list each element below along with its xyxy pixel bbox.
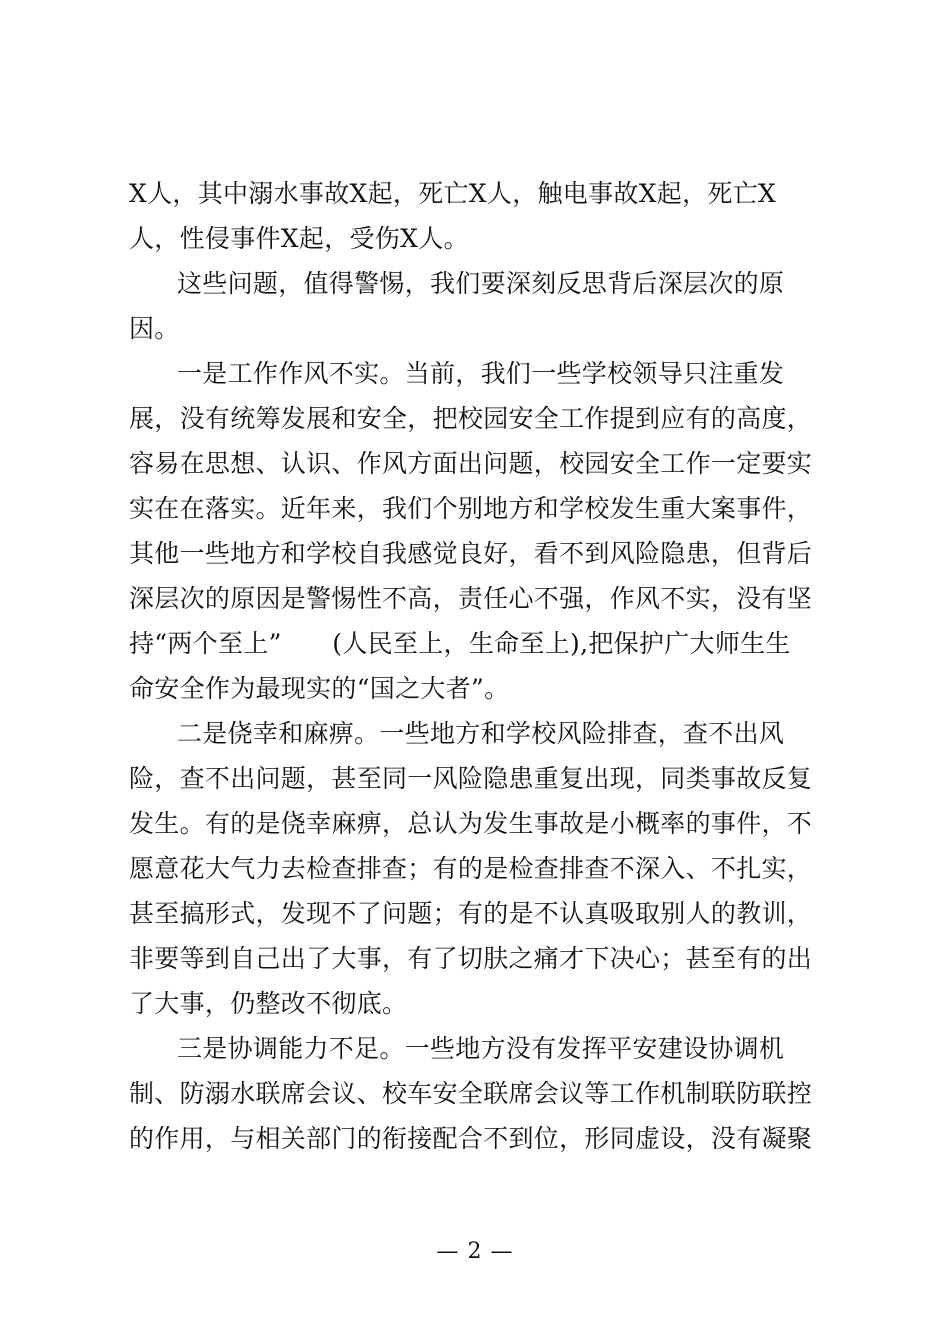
- text-line-17: 甚至搞形式，发现不了问题；有的是不认真吸取别人的教训，: [129, 899, 813, 928]
- text-line-4: 因。: [129, 314, 180, 343]
- paragraph-start-line: 一是工作作风不实。当前，我们一些学校领导只注重发: [177, 359, 785, 388]
- text-line-6: 展，没有统筹发展和安全，把校园安全工作提到应有的高度，: [129, 404, 813, 433]
- paragraph-start-line: 这些问题，值得警惕，我们要深刻反思背后深层次的原: [177, 269, 785, 298]
- text-line-7: 容易在思想、认识、作风方面出问题，校园安全工作一定要实: [129, 449, 813, 478]
- page-number: — 2 —: [436, 1239, 514, 1264]
- text-line-10: 深层次的原因是警惕性不高，责任心不强，作风不实，没有坚: [129, 584, 813, 613]
- text-line-12: 命安全作为最现实的“国之大者”。: [129, 674, 510, 703]
- text-line-21: 制、防溺水联席会议、校车安全联席会议等工作机制联防联控: [129, 1079, 813, 1108]
- text-line-1: X人，其中溺水事故X起，死亡X人，触电事故X起，死亡X: [129, 179, 777, 208]
- text-line-19: 了大事，仍整改不彻底。: [129, 989, 408, 1018]
- paragraph-start-line: 二是侥幸和麻痹。一些地方和学校风险排查，查不出风: [177, 719, 785, 748]
- text-line-16: 愿意花大气力去检查排查；有的是检查排查不深入、不扎实，: [129, 854, 813, 883]
- text-line-8: 实在在落实。近年来，我们个别地方和学校发生重大案事件，: [129, 494, 813, 523]
- text-line-15: 发生。有的是侥幸麻痹，总认为发生事故是小概率的事件，不: [129, 809, 813, 838]
- text-line-9: 其他一些地方和学校自我感觉良好，看不到风险隐患，但背后: [129, 539, 813, 568]
- text-line-18: 非要等到自己出了大事，有了切肤之痛才下决心；甚至有的出: [129, 944, 813, 973]
- text-line-22: 的作用，与相关部门的衔接配合不到位，形同虚设，没有凝聚: [129, 1124, 813, 1153]
- paragraph-start-line: 三是协调能力不足。一些地方没有发挥平安建设协调机: [177, 1034, 785, 1063]
- text-line-11: 持“两个至上” (人民至上，生命至上),把保护广大师生生: [129, 629, 791, 658]
- text-line-14: 险，查不出问题，甚至同一风险隐患重复出现，同类事故反复: [129, 764, 813, 793]
- text-line-2: 人，性侵事件X起，受伤X人。: [129, 224, 469, 253]
